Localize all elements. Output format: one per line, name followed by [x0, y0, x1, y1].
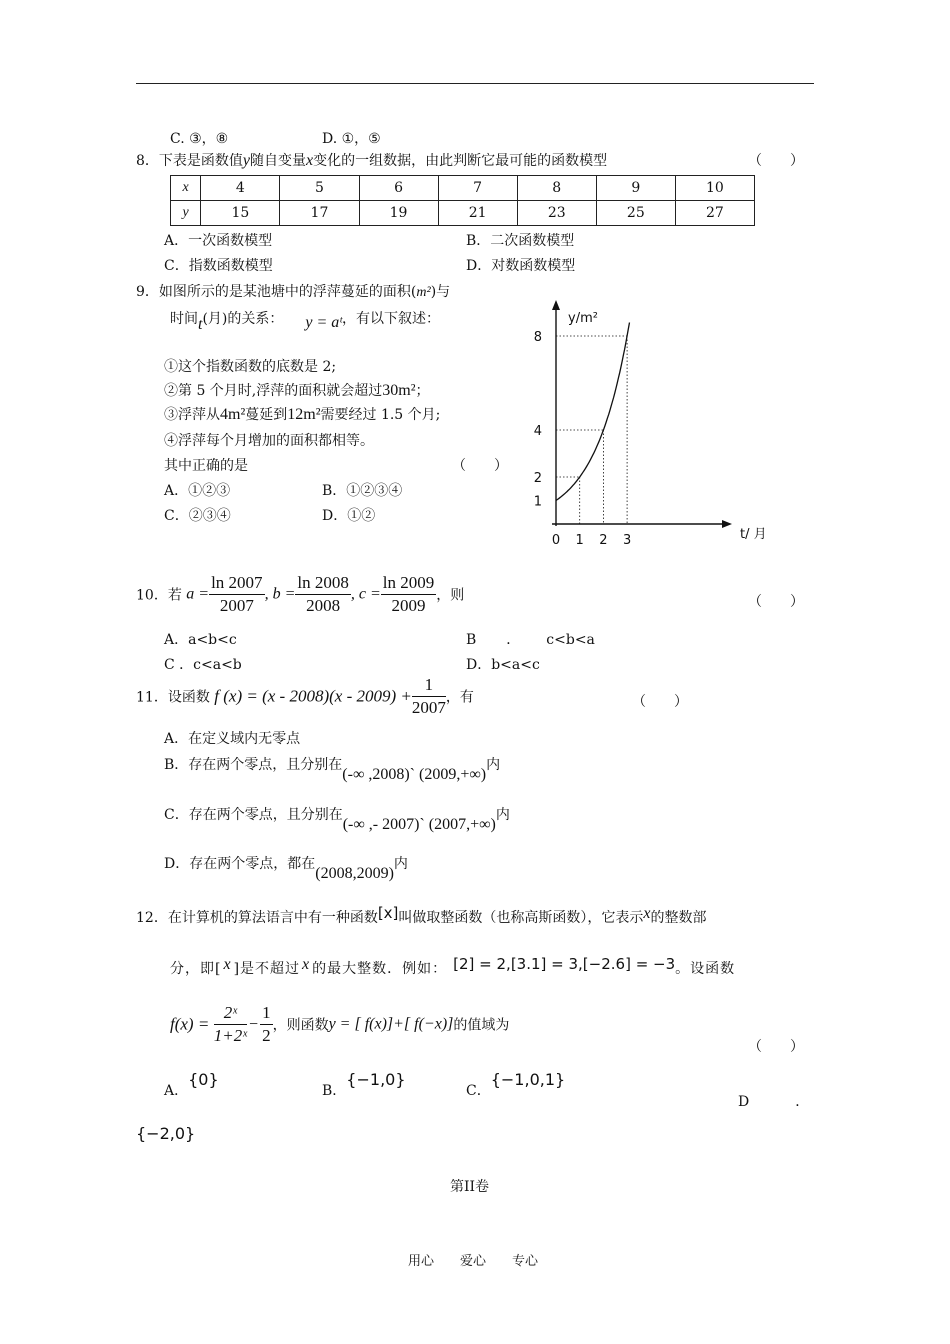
q9-s2-end: ； [415, 383, 430, 399]
q10-tail: ，则 [436, 587, 465, 604]
table-cell: 15 [201, 201, 280, 226]
q12-stem-line1 [136, 904, 707, 927]
q12-g-expression: y = [ f(x)]+[ f(−x)] [328, 1015, 454, 1033]
chart-y-tick-label: 8 [533, 330, 542, 345]
q9-s3-text-2: 蔓延到 [245, 407, 288, 423]
q12-text-5: ]是不超过 [233, 961, 301, 977]
q11-frac-den: 2007 [411, 698, 446, 717]
q11-number: 11．设函数 [136, 689, 210, 706]
q10-b-num: ln 2008 [295, 572, 350, 595]
q8-var-y: y [242, 152, 251, 169]
q12-minus: − [249, 1015, 259, 1033]
q9-text-5: ，有以下叙述： [341, 311, 440, 327]
q12-text-4: 分，即[ [170, 961, 222, 977]
chart-y-tick-label: 1 [533, 494, 542, 510]
q9-s2-math: 30m² [382, 382, 416, 399]
q10-option-b-letter: B [466, 632, 477, 648]
q12-frac2-den: 2 [262, 1026, 271, 1045]
q10-answer-paren: （ ） [748, 594, 804, 610]
table-cell: 9 [596, 176, 675, 201]
q8-number: 8． [136, 153, 159, 169]
q12-option-c-label: C． [466, 1083, 491, 1099]
q9-stem-line1 [136, 281, 450, 301]
q12-fraction-1 [214, 1002, 247, 1047]
q10-a-fraction [209, 572, 264, 617]
chart-series-line [556, 323, 630, 501]
table-row-x [171, 176, 755, 201]
q12-frac2-num: 1 [260, 1002, 273, 1025]
q12-option-a-value: {0} [188, 1070, 219, 1089]
q12-option-d [738, 1091, 809, 1111]
q11-option-c [164, 804, 510, 833]
section-title: 第II卷 [450, 1179, 490, 1195]
q8-option-a: A．一次函数模型 [164, 233, 273, 249]
q9-text-4: (月)的关系： [202, 311, 284, 327]
q9-s2-text: ②第 5 个月时,浮萍的面积就会超过 [164, 383, 383, 399]
q12-option-c-value: {−1,0,1} [490, 1070, 566, 1089]
q11-option-c-text: C．存在两个零点，且分别在 [164, 807, 343, 823]
q12-stem-line2 [170, 955, 736, 978]
q10-option-d: D．b<a<c [466, 657, 540, 673]
q11-option-b-in: 内 [486, 757, 501, 773]
q12-stem-line3 [170, 1002, 509, 1047]
page-footer: 用心 爱心 专心 [408, 1254, 539, 1269]
q12-option-b [322, 1070, 406, 1100]
q12-option-a [164, 1070, 219, 1100]
header-rule [136, 83, 814, 84]
q12-example: [2] = 2,[3.1] = 3,[−2.6] = −3 [453, 955, 676, 973]
table-cell: 5 [280, 176, 359, 201]
q10-c-lhs: , c = [350, 585, 381, 603]
q11-option-d-text: D．存在两个零点，都在 [164, 856, 316, 872]
q9-formula: y = aᵗ [305, 314, 342, 331]
q11-option-d [164, 853, 408, 882]
table-cell: 23 [517, 201, 596, 226]
q9-ask: 其中正确的是 [164, 458, 248, 474]
q9-option-c: C．②③④ [164, 508, 231, 524]
table-cell: 27 [675, 201, 754, 226]
q12-fraction-2 [260, 1002, 273, 1047]
q10-a-lhs: a = [186, 585, 210, 603]
q11-expression: f (x) = (x - 2008)(x - 2009) + [214, 686, 412, 706]
q9-stem-line2 [170, 308, 440, 333]
q10-option-a: A．a<b<c [164, 632, 237, 648]
chart-x-axis-arrow [722, 520, 732, 528]
q12-f-lhs: f(x) = [170, 1014, 210, 1034]
q10-option-b-text: c<b<a [546, 632, 595, 648]
q9-growth-chart [520, 296, 790, 556]
table-cell: 25 [596, 201, 675, 226]
q11-option-b-math: (-∞ ,2008)` (2009,+∞) [342, 766, 487, 783]
q12-option-d-value: {−2,0} [136, 1124, 196, 1143]
q12-answer-paren: （ ） [748, 1039, 804, 1055]
q8-stem [136, 150, 607, 170]
q11-frac-num: 1 [412, 674, 446, 697]
chart-y-label: y/m² [568, 311, 598, 326]
q11-option-d-in: 内 [393, 856, 408, 872]
q11-fraction [412, 674, 446, 719]
table-cell: 6 [359, 176, 438, 201]
q8-option-d: D．对数函数模型 [466, 258, 576, 274]
q8-var-x: x [306, 152, 314, 169]
table-header-y: y [171, 201, 201, 226]
q9-statement-2 [164, 380, 430, 400]
q12-text-3: 的整数部 [650, 910, 707, 926]
q10-b-fraction [295, 572, 350, 617]
table-cell: 21 [438, 201, 517, 226]
q9-option-a: A．①②③ [164, 483, 231, 499]
table-cell: 4 [201, 176, 280, 201]
q11-option-a: A．在定义域内无零点 [164, 731, 301, 747]
q8-data-table [170, 175, 755, 226]
q8-text-2: 随自变量 [250, 153, 307, 169]
q10-a-den: 2007 [219, 596, 254, 615]
q8-option-c: C．指数函数模型 [164, 258, 273, 274]
q9-s3-math-2: 12m² [287, 406, 321, 423]
table-cell: 10 [675, 176, 754, 201]
table-header-x: x [171, 176, 201, 201]
q12-text-9: 的值域为 [453, 1017, 510, 1034]
q9-answer-paren: （ ） [452, 458, 508, 474]
q12-option-a-label: A． [164, 1083, 189, 1099]
q12-var-x-3: x [302, 956, 311, 973]
q12-var-x-1: x [643, 905, 651, 922]
q8-option-b: B．二次函数模型 [466, 233, 575, 249]
q9-option-b: B．①②③④ [322, 483, 403, 499]
chart-x-tick-label: 1 [575, 533, 584, 548]
q7-option-c: C. ③，⑧ [170, 131, 229, 147]
q11-option-c-math: (-∞ ,- 2007)` (2007,+∞) [342, 816, 496, 833]
q11-option-b-text: B．存在两个零点，且分别在 [164, 757, 343, 773]
q12-text-8: ，则函数 [272, 1017, 329, 1034]
table-row-y [171, 201, 755, 226]
q11-stem [136, 674, 474, 719]
q10-c-num: ln 2009 [381, 572, 436, 595]
q12-text-2: 叫做取整函数（也称高斯函数），它表示 [398, 910, 644, 926]
q12-text-1: 12．在计算机的算法语言中有一种函数 [136, 910, 378, 926]
q9-text-1: 9．如图所示的是某池塘中的浮萍蔓延的面积( [136, 284, 417, 300]
q7-option-d: D. ①，⑤ [322, 131, 381, 147]
chart-x-label: t/ 月 [740, 527, 767, 542]
chart-y-axis-arrow [552, 300, 560, 310]
q12-option-d-dot: ． [795, 1094, 810, 1110]
table-cell: 19 [359, 201, 438, 226]
q9-statement-3 [164, 404, 440, 424]
q12-option-b-value: {−1,0} [346, 1070, 406, 1089]
chart-y-tick-label: 4 [533, 424, 542, 439]
q10-b-den: 2008 [306, 596, 341, 615]
q10-b-lhs: , b = [264, 585, 296, 603]
q10-a-num: ln 2007 [209, 572, 264, 595]
q10-stem [136, 572, 464, 617]
q12-floor-x: [x] [377, 904, 399, 922]
q9-text-3: 时间 [170, 311, 198, 327]
table-cell: 17 [280, 201, 359, 226]
q11-option-c-in: 内 [495, 807, 510, 823]
chart-x-tick-label: 2 [599, 533, 608, 548]
q10-c-fraction [381, 572, 436, 617]
q9-s3-text-3: 需要经过 1.5 个月; [320, 407, 441, 423]
q11-option-b [164, 754, 501, 783]
q9-s3-text-1: ③浮萍从 [164, 407, 220, 423]
q9-s3-math-1: 4m² [220, 406, 246, 423]
q10-option-b [466, 629, 595, 649]
q8-answer-paren: （ ） [748, 153, 804, 169]
q9-statement-1: ①这个指数函数的底数是 2; [164, 359, 337, 375]
q9-option-d: D．①② [322, 508, 376, 524]
chart-x-tick-label: 3 [622, 533, 632, 548]
q10-option-c: C ．c<a<b [164, 657, 242, 673]
q12-option-b-label: B． [322, 1083, 347, 1099]
q9-var-t: t [198, 316, 203, 333]
q10-option-b-dot: ． [506, 632, 521, 648]
q12-frac1-num: 2ˣ [214, 1002, 247, 1025]
q9-text-2: )与 [430, 284, 451, 300]
table-cell: 7 [438, 176, 517, 201]
q10-c-den: 2009 [391, 596, 426, 615]
q11-answer-paren: （ ） [632, 694, 688, 710]
q12-text-7: 。设函数 [675, 961, 736, 977]
q11-tail: ，有 [445, 689, 474, 706]
q8-text-1: 下表是函数值 [158, 153, 243, 169]
q8-text-3: 变化的一组数据，由此判断它最可能的函数模型 [313, 153, 608, 169]
q11-option-d-math: (2008,2009) [315, 865, 394, 882]
q9-statement-4: ④浮萍每个月增加的面积都相等。 [164, 433, 374, 449]
q9-unit: m² [416, 285, 431, 300]
q12-frac1-den: 1+2ˣ [213, 1026, 248, 1045]
chart-x-tick-label: 0 [551, 533, 561, 548]
table-cell: 8 [517, 176, 596, 201]
q12-text-6: 的最大整数．例如： [312, 961, 448, 977]
chart-y-tick-label: 2 [533, 471, 542, 486]
q12-option-c [466, 1070, 566, 1100]
q12-option-d-label: D [738, 1094, 750, 1110]
q10-number: 10．若 [136, 587, 182, 604]
q12-var-x-2: x [223, 956, 232, 973]
